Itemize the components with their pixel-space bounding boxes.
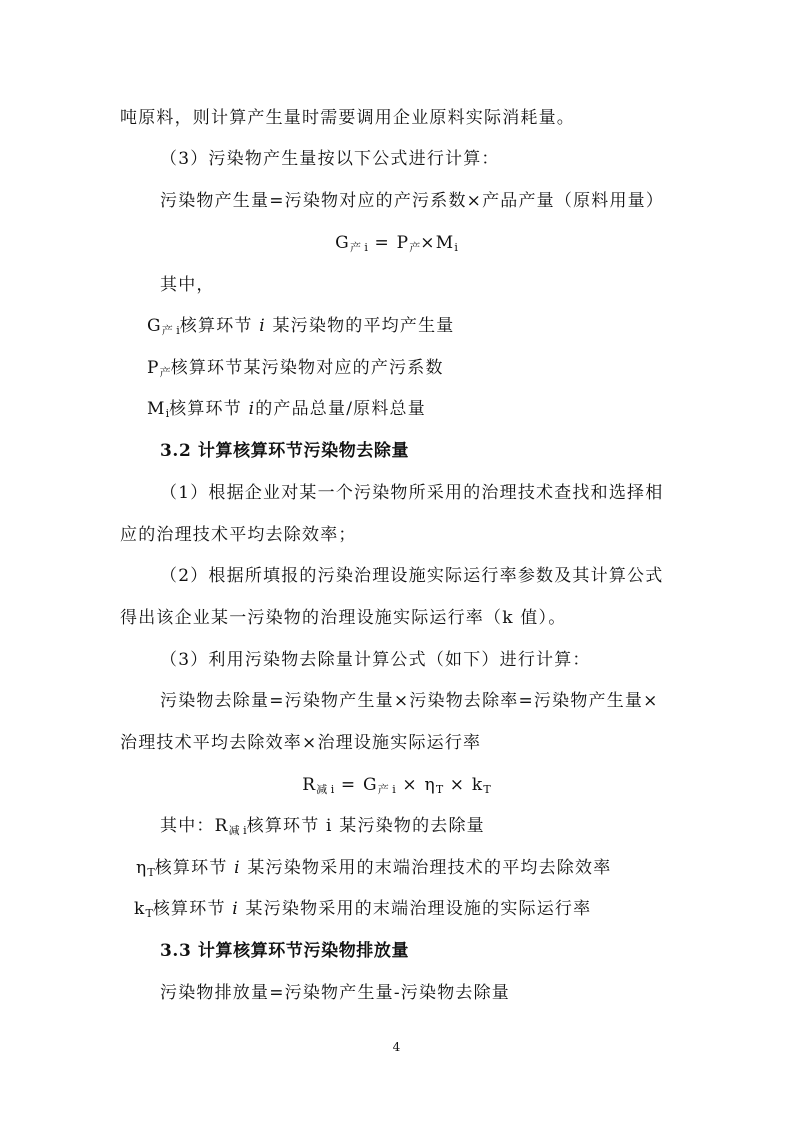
definition-eta: ηT核算环节 i 某污染物采用的末端治理技术的平均去除效率 <box>136 858 612 879</box>
section-heading-3-3: 3.3 计算核算环节污染物排放量 <box>160 941 410 961</box>
text-line: 污染物排放量=污染物产生量-污染物去除量 <box>160 983 510 1003</box>
text-line: 治理技术平均去除效率×治理设施实际运行率 <box>120 733 482 753</box>
formula-production: G产 i = P产×Mi <box>335 233 458 254</box>
text-line: （3）污染物产生量按以下公式进行计算： <box>160 149 500 169</box>
page-number: 4 <box>392 1040 401 1054</box>
section-heading-3-2: 3.2 计算核算环节污染物去除量 <box>160 441 410 461</box>
text-line: 应的治理技术平均去除效率； <box>120 525 357 545</box>
formula-removal: R减 i = G产 i × ηT × kT <box>302 775 491 796</box>
definition-r: 其中：R减 i核算环节 i 某污染物的去除量 <box>160 816 485 837</box>
definition-k: kT核算环节 i 某污染物采用的末端治理设施的实际运行率 <box>134 899 592 920</box>
definition-m: Mi核算环节 i的产品总量/原料总量 <box>147 399 426 420</box>
text-line: （3）利用污染物去除量计算公式（如下）进行计算： <box>160 650 591 670</box>
definition-g: G产 i核算环节 i 某污染物的平均产生量 <box>147 316 455 337</box>
text-line: 得出该企业某一污染物的治理设施实际运行率（k 值）。 <box>120 608 567 628</box>
text-line: （1）根据企业对某一个污染物所采用的治理技术查找和选择相 <box>160 483 664 503</box>
text-line: 吨原料，则计算产生量时需要调用企业原料实际消耗量。 <box>120 108 575 128</box>
text-line: 其中， <box>160 275 215 295</box>
text-line: （2）根据所填报的污染治理设施实际运行率参数及其计算公式 <box>160 566 664 586</box>
definition-p: P产核算环节某污染物对应的产污系数 <box>147 358 444 379</box>
text-line: 污染物产生量=污染物对应的产污系数×产品产量（原料用量） <box>160 191 665 211</box>
text-line: 污染物去除量=污染物产生量×污染物去除率=污染物产生量× <box>160 691 659 711</box>
